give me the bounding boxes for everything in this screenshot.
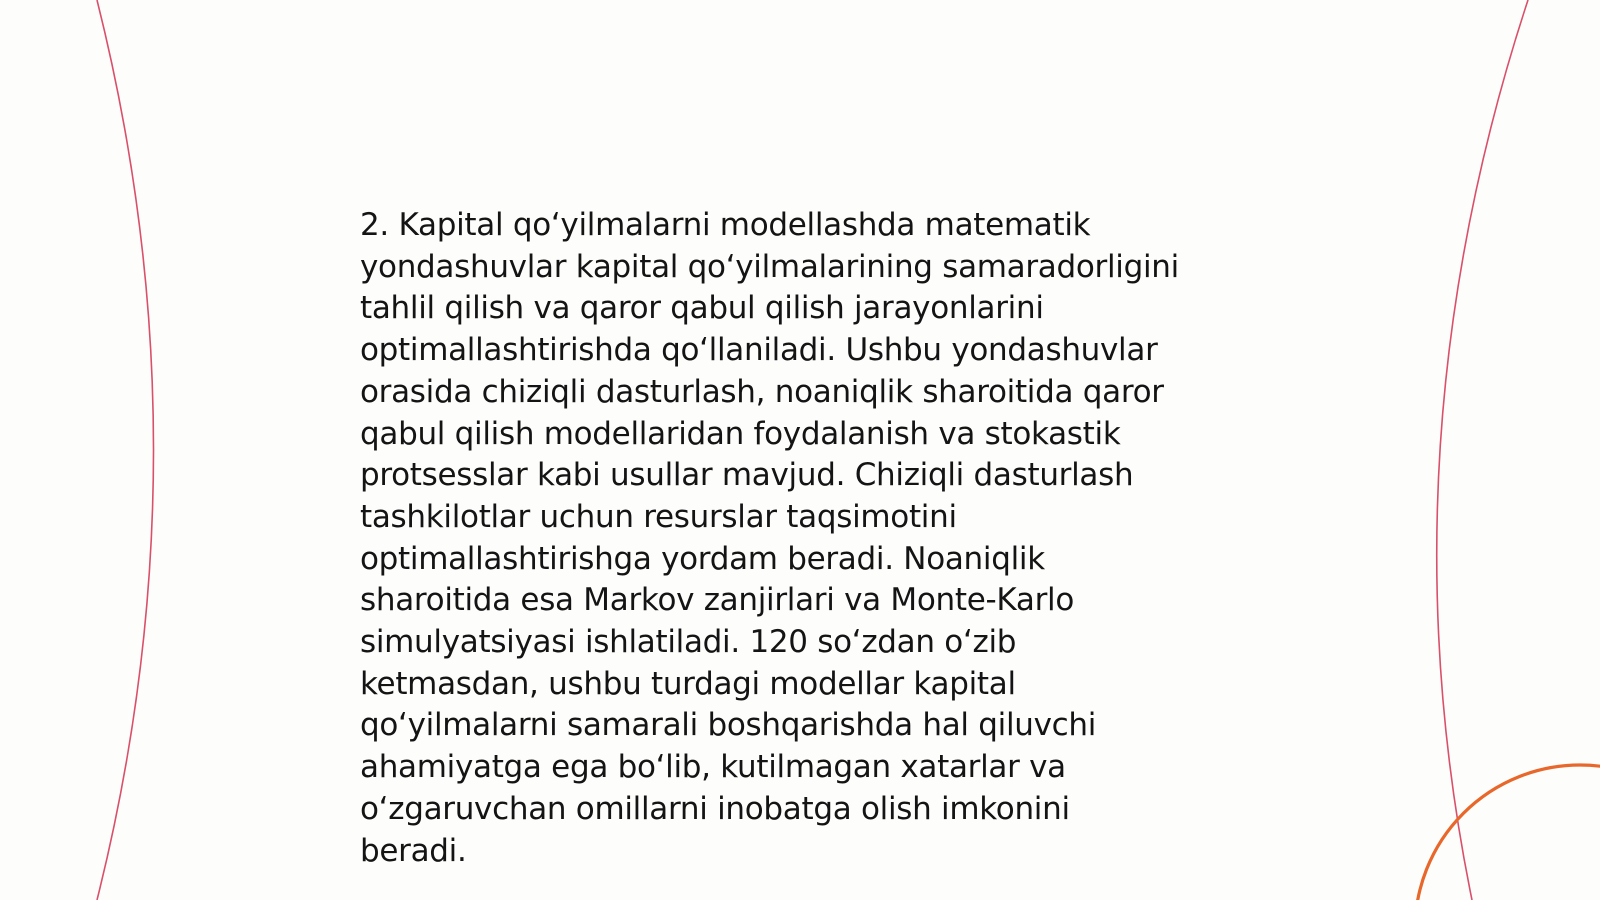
slide-body-text: 2. Kapital qo‘yilmalarni modellashda matematik yondashuvlar kapital qo‘yilmalarining samaradorligini tahlil qilish va qaror qabul qilish jarayonlarini optimallashtirishda qo‘llaniladi. Ushbu yondashuvlar orasida chiziqli dasturlash, noaniqlik sharoitida qaror qabul qilish modellaridan foydalanish va stokastik protsesslar kabi usullar mavjud. Chiziqli dasturlash tashkilotlar uchun resurslar taqsimotini optimallashtirishga yordam beradi. Noaniqlik sharoitida esa Markov zanjirlari va Monte-Karlo simulyatsiyasi ishlatiladi. 120 so‘zdan o‘zib ketmasdan, ushbu turdagi modellar kapital qo‘yilmalarni samarali boshqarishda hal qiluvchi ahamiyatga ega bo‘lib, kutilmagan xatarlar va o‘zgaruvchan omillarni inobatga olish imkonini beradi. <box>360 207 1179 869</box>
left-decorative-curve <box>97 0 154 900</box>
bottom-right-accent-arc <box>1415 765 1600 900</box>
right-decorative-curve <box>1437 0 1528 900</box>
